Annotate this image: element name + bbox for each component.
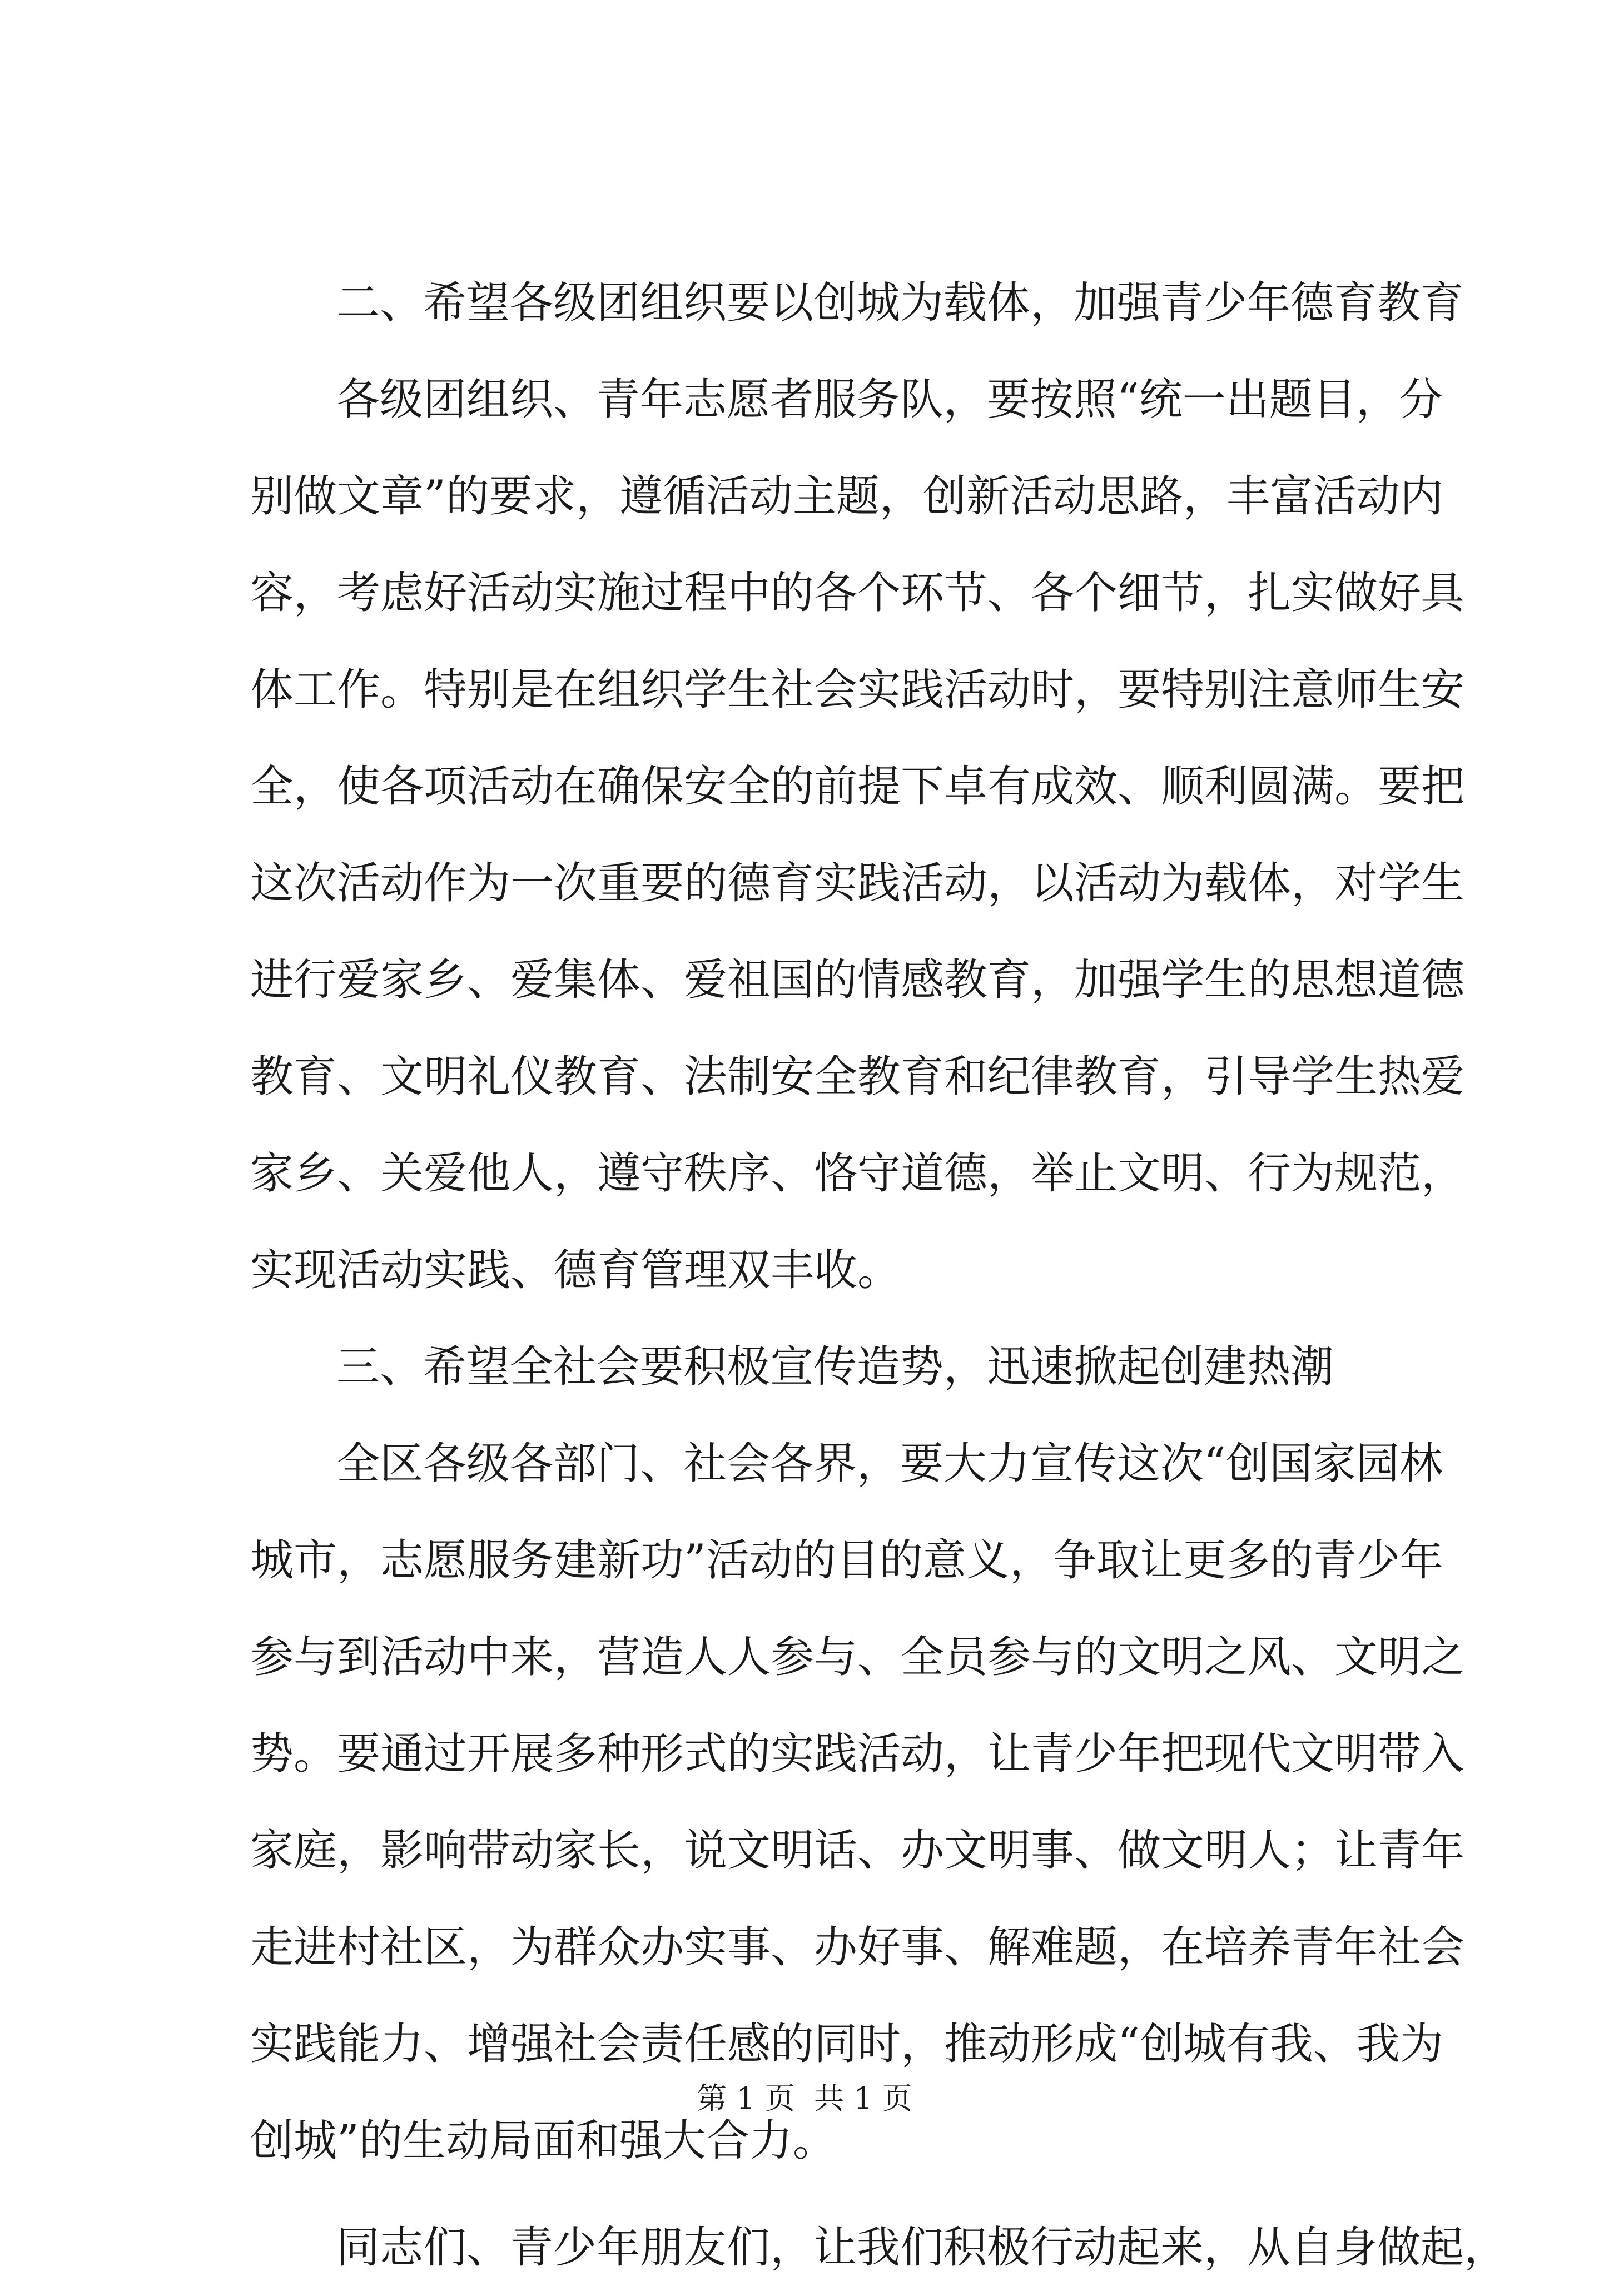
paragraph-line: 这次活动作为一次重要的德育实践活动，以活动为载体，对学生 [250,858,1465,908]
paragraph-line: 家乡、关爱他人，遵守秩序、恪守道德，举止文明、行为规范， [250,1149,1465,1199]
paragraph-spacer [250,2189,1407,2199]
paragraph-line: 实践能力、增强社会责任感的同时，推动形成“创城有我、我为 [250,2019,1443,2069]
paragraph-line: 容，考虑好活动实施过程中的各个环节、各个细节，扎实做好具 [250,568,1465,618]
paragraph-line: 势。要通过开展多种形式的实践活动，让青少年把现代文明带入 [250,1729,1465,1779]
paragraph-3 [250,2199,1508,2296]
paragraph-line: 家庭，影响带动家长，说文明话、办文明事、做文明人；让青年 [250,1826,1465,1876]
section-heading-3: 三、希望全社会要积极宣传造势，迅速掀起创建热潮 [336,1342,1334,1392]
paragraph-line: 走进村社区，为群众办实事、办好事、解难题，在培养青年社会 [250,1922,1465,1972]
paragraph-line: 教育、文明礼仪教育、法制安全教育和纪律教育，引导学生热爱 [250,1052,1465,1102]
paragraph-1 [250,351,1465,1319]
document-body [250,255,1508,2296]
paragraph-line: 创城”的生动局面和强大合力。 [250,2116,836,2166]
paragraph-line: 各级团组织、青年志愿者服务队，要按照“统一出题目，分 [336,375,1443,425]
paragraph-line: 别做文章”的要求，遵循活动主题，创新活动思路，丰富活动内 [250,471,1443,521]
paragraph-line: 城市，志愿服务建新功”活动的目的意义，争取让更多的青少年 [250,1535,1443,1586]
paragraph-2 [250,1415,1465,2189]
paragraph-line: 体工作。特别是在组织学生社会实践活动时，要特别注意师生安 [250,665,1465,715]
paragraph-line: 参与到活动中来，营造人人参与、全员参与的文明之风、文明之 [250,1632,1465,1682]
paragraph-line: 同志们、青少年朋友们，让我们积极行动起来，从自身做起， [336,2223,1508,2273]
page-footer: 第 1 页 共 1 页 [697,2081,912,2116]
paragraph-line: 进行爱家乡、爱集体、爱祖国的情感教育，加强学生的思想道德 [250,955,1465,1005]
paragraph-line: 实现活动实践、德育管理双丰收。 [250,1245,901,1295]
section-heading-2: 二、希望各级团组织要以创城为载体，加强青少年德育教育 [336,278,1464,328]
paragraph-line: 全，使各项活动在确保安全的前提下卓有成效、顺利圆满。要把 [250,762,1465,812]
paragraph-line: 全区各级各部门、社会各界，要大力宣传这次“创国家园林 [336,1439,1443,1489]
